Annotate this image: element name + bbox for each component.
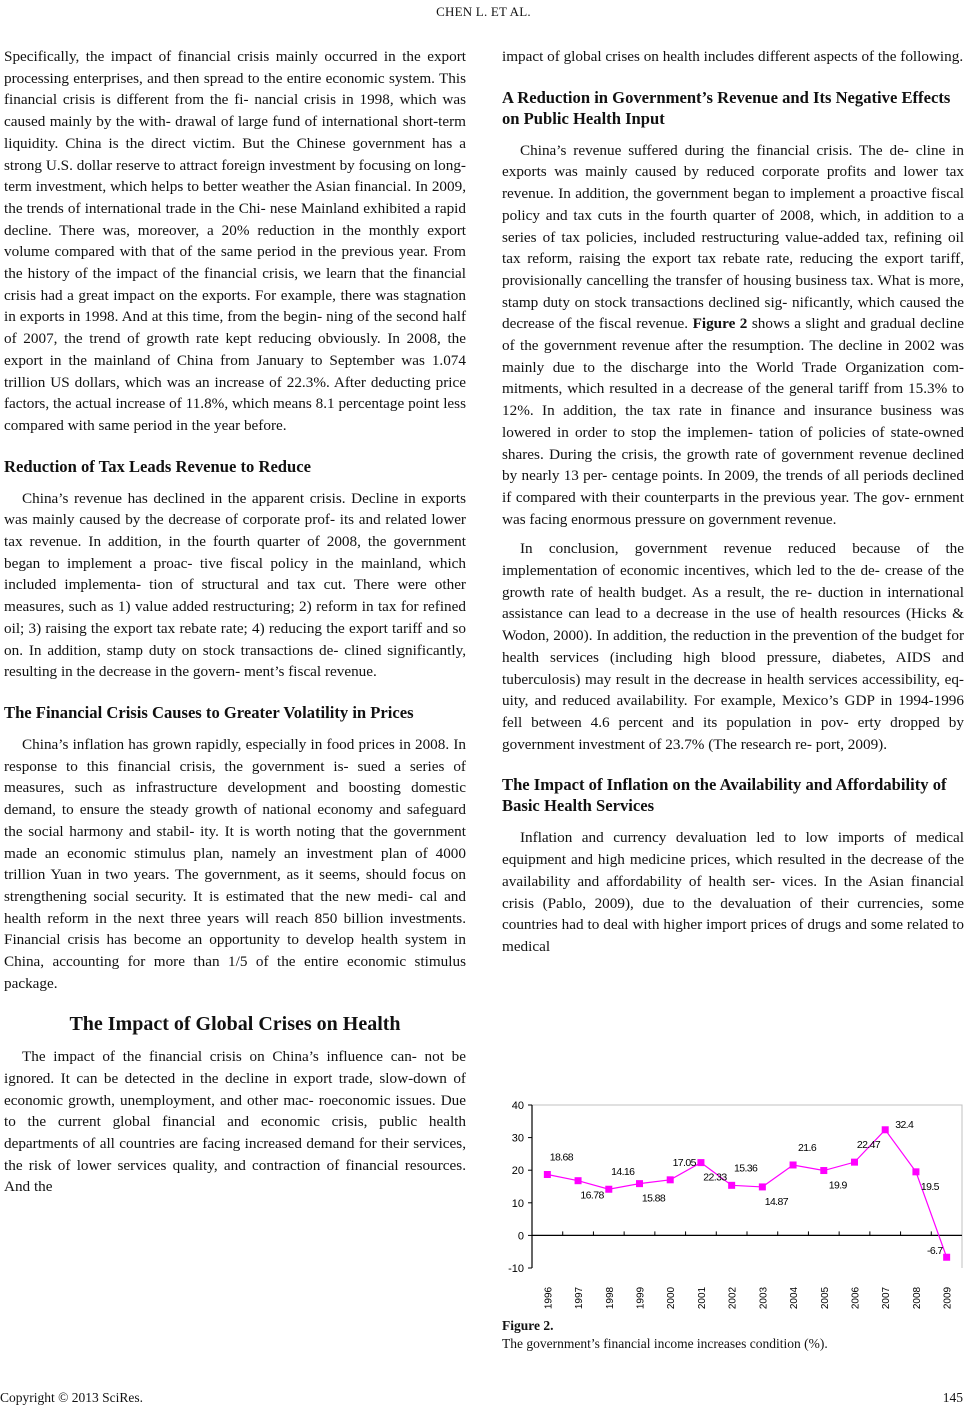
y-tick-label: 10 — [511, 1197, 524, 1210]
data-point-marker — [790, 1161, 797, 1168]
series-line — [547, 1130, 946, 1257]
data-point-marker — [575, 1177, 582, 1184]
y-tick-label: 0 — [517, 1230, 524, 1243]
paragraph: China’s revenue has declined in the apparent crisis. Decline in exports was mainly caused by the decrease of corporate prof- its and related lower tax revenue. In addition, in the fourth quarter of 2008, the government began to implement a proac- tive fiscal policy in the mainland, which included implementa- tion of structural and tax cut. There were other measures, such as 1) value added restructuring; 2) reform in tax for refined oil; 3) raising the export tax rebate rate; 4) reducing the export tariff and so on. In addition, stamp duty on stock transactions de- clined significantly, resulting in the decrease in the govern- ment’s fiscal revenue. — [4, 489, 466, 681]
data-point-marker — [636, 1180, 643, 1187]
section-heading: Reduction of Tax Leads Revenue to Reduce — [4, 456, 311, 476]
paragraph-text: China’s revenue suffered during the financial crisis. The de- cline in exports was mainly caused by reduced corporate profits and lower tax revenue. In addition, the government began to implement a proactive fiscal policy and tax cuts in the fourth quarter of 2008, which, in addition to a series of tax policies, included restructuring value-added tax, refining oil tax reform, raising the export tax rebate rate, reducing the export tariff, provisionally cancelling the transfer of housing business tax. What is more, stamp duty on stock transactions declined sig- nificantly, which caused the decrease of the fiscal revenue. — [502, 141, 964, 333]
paragraph: In conclusion, government revenue reduced because of the implementation of economic incentives, which led to the de- crease of the growth rate of health budget. As a result, the re- duction in international assistance can lead to a decrease in the use of health resources (Hicks & Wodon, 2000). In addition, the reduction in the prevention of the budget for health services (including high blood pressure, diabetes, AIDS and tuberculosis) may result in the decrease in health services accessibility, eq- uity, and reduced availability. For example, Mexico’s GDP in 1994-1996 fell between 4.6 percent and its population in pov- erty dropped by government investment of 23.7% (The research re- port, 2009). — [502, 540, 964, 753]
data-label: 22.47 — [856, 1139, 881, 1152]
x-tick-label: 1996 — [543, 1286, 555, 1310]
x-tick-label: 1998 — [604, 1286, 616, 1310]
running-head: CHEN L. ET AL. — [436, 4, 531, 19]
data-label: 32.4 — [895, 1118, 914, 1131]
paragraph: The impact of the financial crisis on China’s influence can- not be ignored. It can be detected in the decline in export trade, slow-down of economic growth, unemployment, and other mac- roeconomic issues. Due to the current global financial and economic crisis, public health departments of all countries are facing increased demand for their services, the risk of lower services quality, and contraction of financial resources. And the — [4, 1048, 466, 1196]
data-label: 15.88 — [641, 1192, 666, 1205]
paragraph-text: shows a slight and gradual decline of the government revenue after the resumption. The decline in 2002 was mainly due to the discharge into the World Trade Organization com- mitments, which resulted in a decrease of the general tariff from 15.3% to 12%. In addition, the tax rate in finance and insurance business was lowered in order to stop the implemen- tation of policies of state-owned shares. During the crisis, the growth rate of government revenue declined by nearly 13 per- centage points. In 2009, the trends of all periods declined if compared with their counterparts in the previous year. The gov- ernment was facing enormous pressure on government revenue. — [502, 315, 964, 528]
data-label: 15.36 — [734, 1162, 758, 1175]
x-tick-label: 2007 — [881, 1286, 893, 1310]
data-point-marker — [912, 1168, 919, 1175]
data-point-marker — [851, 1159, 858, 1166]
x-tick-label: 2006 — [850, 1286, 862, 1310]
x-tick-label: 1997 — [574, 1286, 586, 1310]
data-label: -6.7 — [926, 1245, 943, 1258]
data-point-marker — [820, 1167, 827, 1174]
data-label: 16.78 — [580, 1189, 604, 1202]
figure-2-chart — [500, 1085, 967, 1315]
x-tick-label: 2008 — [911, 1286, 923, 1310]
data-point-marker — [759, 1183, 766, 1190]
paragraph: China’s inflation has grown rapidly, especially in food prices in 2008. In response to this financial crisis, the government is- sued a series of measures, such as infrastructure development and boosting domestic demand, to ensure the steady growth of national economy and safeguard the social harmony and stabil- ity. It is worth noting that the government made an economic stimulus plan, namely an investment plan of 4000 trillion Yuan in two years. The government, as it seems, should focus on strengthening social security. It is estimated that the new medi- cal and health reform in the next three years will reach 850 billion investments. Financial crisis has become an opportunity to develop health system in China, accounting for more than 1/5 of the entire economic stimulus package. — [4, 735, 466, 992]
section-heading: A Reduction in Government’s Revenue and Its Negative Effects on Public Health Input — [502, 87, 951, 128]
figure-caption — [502, 1317, 962, 1353]
data-label: 22.33 — [703, 1171, 727, 1184]
copyright: Copyright © 2013 SciRes. — [0, 1390, 144, 1405]
data-label: 14.16 — [611, 1166, 635, 1179]
data-label: 19.9 — [828, 1179, 847, 1192]
paragraph: Inflation and currency devaluation led to low imports of medical equipment and high medicine prices, which resulted in the decrease of the availability and affordability of health ser- vices. In the Asian financial crisis (Pablo, 2009), due to the devaluation of their currencies, some countries had to deal with higher import prices of drugs and some related to medical — [502, 829, 964, 955]
section-title: The Impact of Global Crises on Health — [69, 1013, 401, 1036]
x-tick-label: 2002 — [727, 1286, 739, 1310]
x-tick-label: 2005 — [819, 1286, 831, 1310]
x-tick-label: 2000 — [666, 1286, 678, 1310]
y-tick-label: 30 — [511, 1132, 524, 1145]
paragraph: Specifically, the impact of financial crisis mainly occurred in the export processing enterprises, and then spread to the entire economic system. This financial crisis is different from the fi- nancial crisis in 1998, which was caused mainly by the with- drawal of large fund of international short-term liquidity. China is the direct victim. But the Chinese government has a strong U.S. dollar reserve to attract foreign investment by focusing on long-term investment, which helps to better weather the Asian financial. In 2009, the trends of international trade in the Chi- nese Mainland exhibited a rapid decline. There was, moreover, a 20% reduction in the monthly export volume compared with that of the same period in the previous year. From the history of the impact of the financial crisis, we learn that the financial crisis had a great impact on the exports. For example, there was stagnation in exports in 1998. And at this time, from the begin- ning of the second half of 2007, the trend of growth rate kept reducing obviously. In 2008, the export in the mainland of China from January to September was 1.074 trillion US dollars, which was an increase of 22.3%. After deducting price factors, the actual increase of 11.8%, which means 8.1 percentage point less compared with same period in the year before. — [4, 48, 466, 434]
y-tick-label: 40 — [511, 1100, 524, 1112]
data-label: 17.05 — [672, 1156, 696, 1169]
data-point-marker — [697, 1159, 704, 1166]
x-tick-label: 2004 — [789, 1286, 801, 1310]
y-tick-label: -10 — [508, 1263, 524, 1275]
section-heading: The Impact of Inflation on the Availability and Affordability of Basic Health Services — [502, 775, 947, 816]
y-tick-label: 20 — [511, 1165, 524, 1178]
line-chart — [500, 1085, 967, 1315]
page-number: 145 — [942, 1390, 963, 1405]
x-tick-label: 2001 — [696, 1286, 708, 1310]
left-column — [4, 46, 466, 1198]
data-label: 19.5 — [920, 1180, 939, 1193]
data-label: 18.68 — [549, 1151, 573, 1164]
data-point-marker — [667, 1176, 674, 1183]
data-point-marker — [544, 1171, 551, 1178]
paragraph: impact of global crises on health includes different aspects of the following. — [502, 48, 964, 65]
data-point-marker — [882, 1126, 889, 1133]
figure-label: Figure 2. — [502, 1318, 554, 1333]
figure-reference-link[interactable]: Figure 2 — [692, 315, 748, 333]
data-point-marker — [728, 1182, 735, 1189]
figure-caption-text: The government’s financial income increases condition (%). — [502, 1336, 828, 1351]
paragraph — [502, 140, 964, 531]
x-tick-label: 1999 — [635, 1286, 647, 1310]
data-point-marker — [605, 1186, 612, 1193]
section-heading: The Financial Crisis Causes to Greater Volatility in Prices — [4, 702, 414, 722]
data-point-marker — [943, 1254, 950, 1261]
data-label: 21.6 — [798, 1141, 817, 1154]
x-tick-label: 2009 — [942, 1286, 954, 1310]
data-label: 14.87 — [764, 1195, 788, 1208]
x-tick-label: 2003 — [758, 1286, 770, 1310]
right-column — [502, 46, 964, 958]
